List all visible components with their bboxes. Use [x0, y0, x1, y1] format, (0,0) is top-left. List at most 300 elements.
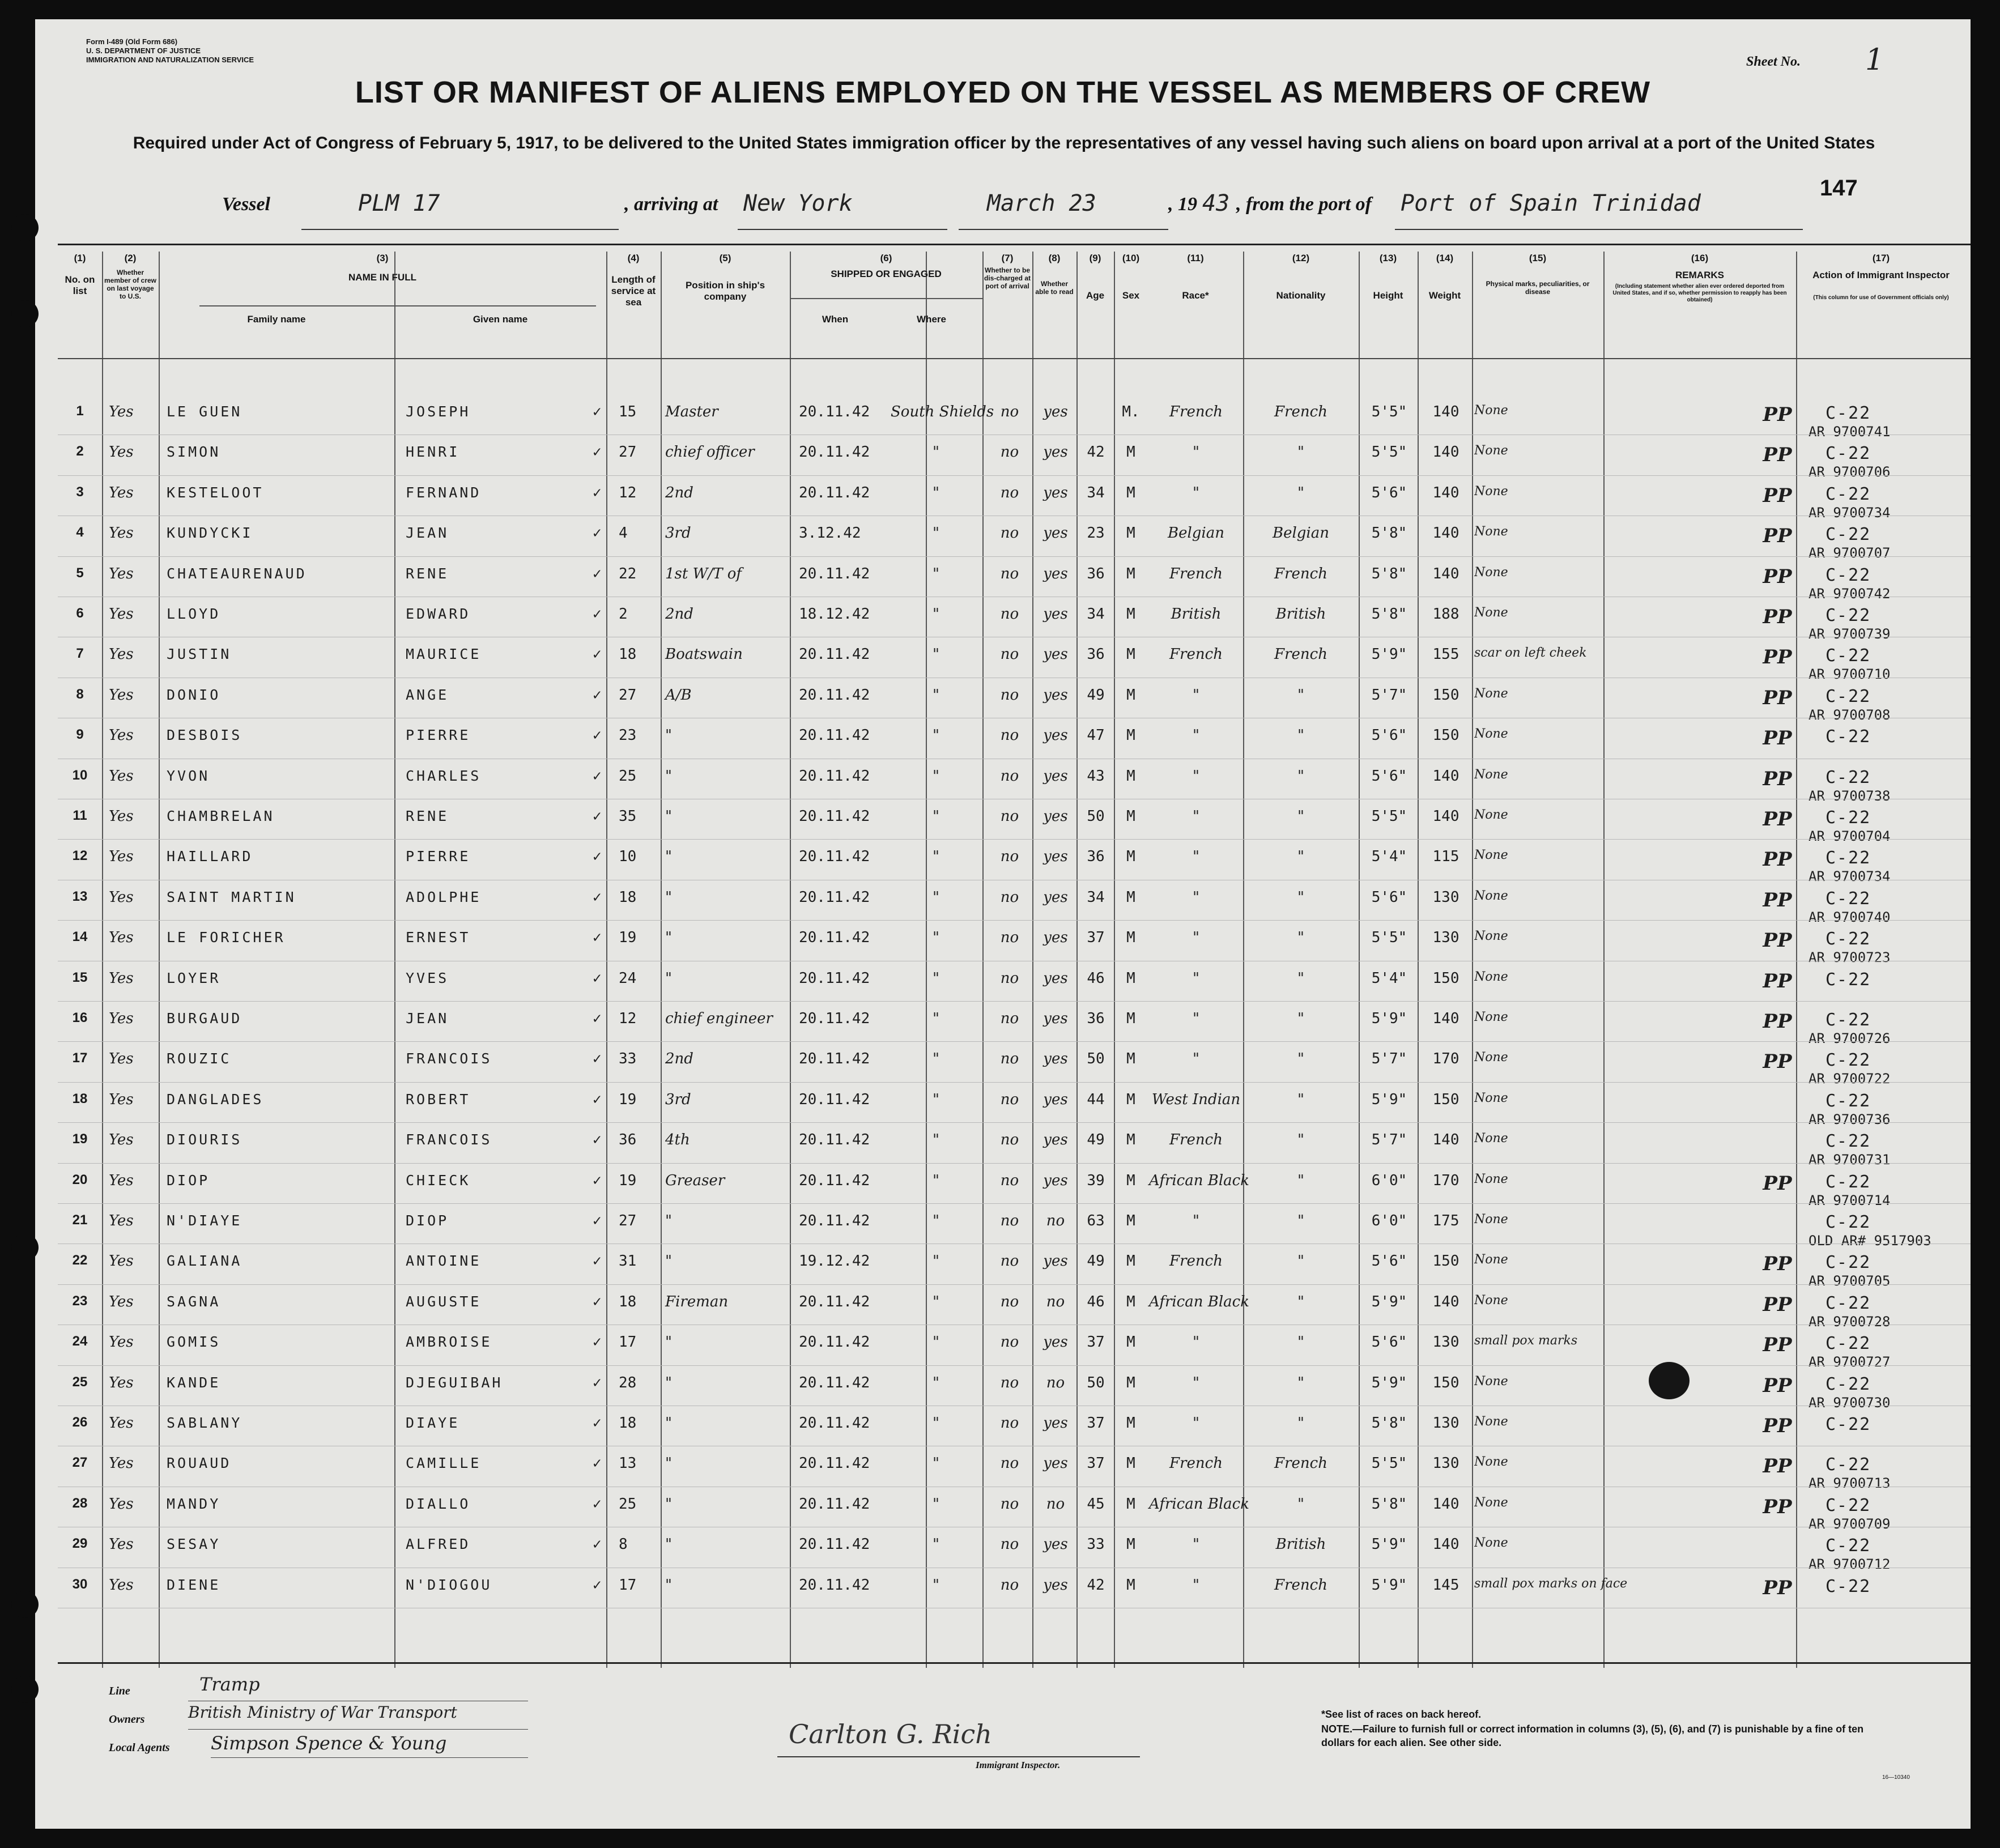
arriving-label: , arriving at	[624, 194, 718, 215]
cell-weight: 150	[1432, 727, 1459, 744]
cell-alien-registration: AR 9700722	[1808, 1071, 1891, 1087]
cell-age: 42	[1087, 1576, 1105, 1594]
cell-family: BURGAUD	[167, 1010, 242, 1027]
cell-prior: Yes	[109, 1495, 134, 1513]
cell-when: 20.11.42	[799, 646, 870, 663]
cell-age: 50	[1087, 808, 1105, 825]
cell-service: 13	[619, 1455, 637, 1472]
cell-nat: "	[1297, 1091, 1304, 1108]
cell-read: yes	[1043, 1050, 1068, 1068]
cell-height: 5'6"	[1371, 767, 1407, 785]
cell-read: yes	[1043, 1536, 1068, 1553]
table-row	[35, 679, 1971, 723]
cell-when: 20.11.42	[799, 969, 870, 987]
cell-given: ANTOINE	[406, 1253, 482, 1270]
cell-nat: "	[1297, 808, 1304, 825]
cell-alien-registration: AR 9700712	[1808, 1556, 1891, 1573]
cell-where: "	[933, 969, 939, 987]
cell-sex: M	[1126, 808, 1135, 825]
cell-prior: Yes	[109, 929, 134, 947]
cell-marks: None	[1474, 484, 1508, 499]
inspector-signature: Carlton G. Rich	[789, 1719, 992, 1749]
cell-check: ✓	[593, 484, 602, 501]
cell-position: 1st W/T of	[665, 565, 742, 582]
cell-action: PP	[1763, 1010, 1792, 1033]
header-height: Height	[1373, 290, 1403, 301]
cell-prior: Yes	[109, 444, 134, 461]
table-row	[35, 921, 1971, 966]
cell-weight: 188	[1432, 606, 1459, 623]
cell-where: "	[933, 1253, 939, 1270]
cell-alien-registration: AR 9700708	[1808, 706, 1891, 723]
cell-race: "	[1193, 808, 1199, 825]
cell-service: 23	[619, 727, 637, 744]
cell-height: 5'8"	[1371, 565, 1407, 582]
cell-service: 27	[619, 1212, 637, 1229]
cell-age: 39	[1087, 1172, 1105, 1189]
cell-inspect: C-22	[1825, 969, 1871, 990]
cell-alien-registration: AR 9700726	[1808, 1031, 1891, 1046]
col-number: (16)	[1691, 253, 1709, 263]
cell-family: N'DIAYE	[167, 1212, 242, 1229]
cell-marks: small pox marks	[1474, 1334, 1578, 1348]
cell-given: N'DIOGOU	[406, 1576, 492, 1593]
table-row	[35, 1407, 1971, 1447]
cell-when: 20.11.42	[799, 686, 870, 704]
cell-service: 18	[619, 646, 637, 663]
punch-hole	[11, 1676, 39, 1703]
cell-no: 15	[72, 969, 88, 985]
cell-marks: None	[1474, 1172, 1508, 1186]
cell-where: "	[933, 1050, 939, 1068]
cell-no: 25	[72, 1374, 88, 1390]
cell-weight: 150	[1432, 686, 1459, 704]
cell-check: ✓	[593, 646, 602, 663]
cell-inspect: C-22	[1825, 403, 1871, 423]
cell-alien-registration: AR 9700707	[1808, 545, 1891, 561]
cell-no: 11	[73, 808, 87, 823]
cell-where: "	[933, 1172, 939, 1189]
cell-sex: M	[1126, 1091, 1135, 1108]
cell-age: 46	[1087, 969, 1105, 987]
cell-race: French	[1169, 1253, 1223, 1270]
cell-family: SIMON	[167, 444, 221, 461]
cell-read: yes	[1043, 1172, 1068, 1189]
cell-nat: British	[1275, 606, 1326, 623]
cell-sex: M	[1126, 848, 1135, 866]
cell-action: PP	[1763, 1415, 1792, 1437]
cell-race: French	[1169, 1455, 1223, 1472]
cell-read: yes	[1043, 1334, 1068, 1351]
cell-check: ✓	[593, 1334, 602, 1351]
cell-when: 19.12.42	[799, 1253, 870, 1270]
table-row	[35, 1204, 1971, 1249]
cell-family: DONIO	[167, 686, 221, 703]
cell-position: 2nd	[665, 606, 693, 623]
cell-position: "	[665, 888, 672, 906]
cell-position: "	[665, 1253, 672, 1270]
year-prefix: , 19	[1168, 194, 1197, 215]
cell-weight: 140	[1432, 525, 1459, 542]
cell-inspect: C-22	[1825, 1253, 1871, 1273]
cell-height: 6'0"	[1371, 1212, 1407, 1229]
cell-age: 37	[1087, 929, 1105, 947]
cell-no: 1	[76, 403, 84, 419]
cell-prior: Yes	[109, 1091, 134, 1108]
cell-family: ROUZIC	[167, 1050, 232, 1067]
cell-no: 8	[76, 686, 84, 702]
cell-age: 36	[1087, 646, 1105, 663]
header-position: Position in ship's company	[685, 280, 765, 302]
cell-service: 31	[619, 1253, 637, 1270]
cell-disch: no	[1000, 1415, 1019, 1432]
cell-when: 20.11.42	[799, 444, 870, 461]
cell-action: PP	[1763, 1334, 1792, 1357]
cell-weight: 150	[1432, 1253, 1459, 1270]
cell-inspect: C-22	[1825, 727, 1871, 747]
cell-race: French	[1169, 403, 1223, 420]
cell-service: 19	[619, 1172, 637, 1189]
cell-where: "	[933, 1293, 939, 1310]
table-row	[35, 436, 1971, 480]
cell-when: 20.11.42	[799, 1576, 870, 1594]
cell-disch: no	[1000, 969, 1019, 987]
cell-prior: Yes	[109, 1415, 134, 1432]
cell-marks: None	[1474, 727, 1508, 742]
cell-read: yes	[1043, 1253, 1068, 1270]
cell-position: 4th	[665, 1131, 690, 1149]
cell-disch: no	[1000, 646, 1019, 663]
cell-weight: 140	[1432, 808, 1459, 825]
cell-nat: "	[1297, 1293, 1304, 1310]
cell-read: yes	[1043, 1576, 1068, 1594]
cell-weight: 140	[1432, 444, 1459, 461]
cell-inspect: C-22	[1825, 1091, 1871, 1111]
cell-given: FRANCOIS	[406, 1050, 492, 1067]
cell-no: 21	[72, 1212, 88, 1228]
cell-when: 20.11.42	[799, 1455, 870, 1472]
cell-inspect: C-22	[1825, 686, 1871, 706]
cell-age: 49	[1087, 1253, 1105, 1270]
cell-alien-registration: AR 9700742	[1808, 585, 1891, 602]
cell-nat: "	[1297, 1172, 1304, 1189]
cell-action: PP	[1763, 444, 1792, 467]
cell-given: ANGE	[406, 686, 449, 703]
cell-action: PP	[1763, 1495, 1792, 1518]
cell-family: DIOURIS	[167, 1131, 242, 1148]
cell-check: ✓	[593, 1253, 602, 1270]
cell-weight: 130	[1432, 1455, 1459, 1472]
cell-prior: Yes	[109, 1212, 134, 1229]
header-name-in-full: NAME IN FULL	[348, 272, 416, 283]
cell-prior: Yes	[109, 1253, 134, 1270]
cell-disch: no	[1000, 1374, 1019, 1391]
cell-position: "	[665, 1415, 672, 1432]
cell-action: PP	[1763, 525, 1792, 548]
cell-sex: M	[1126, 686, 1135, 704]
cell-inspect: C-22	[1825, 1131, 1871, 1152]
cell-where: "	[933, 1415, 939, 1432]
cell-height: 5'9"	[1371, 1536, 1407, 1553]
table-row	[35, 1002, 1971, 1046]
cell-inspect: C-22	[1825, 1415, 1871, 1434]
cell-sex: M.	[1122, 403, 1140, 420]
cell-sex: M	[1126, 1172, 1135, 1189]
cell-alien-registration: AR 9700738	[1808, 787, 1891, 804]
cell-service: 15	[619, 403, 637, 420]
cell-read: yes	[1043, 484, 1068, 501]
cell-where: "	[933, 606, 939, 623]
cell-nat: "	[1297, 1050, 1304, 1068]
cell-sex: M	[1126, 525, 1135, 542]
cell-sex: M	[1126, 1253, 1135, 1270]
cell-age: 37	[1087, 1415, 1105, 1432]
cell-nat: "	[1297, 888, 1304, 906]
cell-check: ✓	[593, 525, 602, 542]
cell-weight: 140	[1432, 1010, 1459, 1027]
cell-age: 44	[1087, 1091, 1105, 1108]
col-number: (10)	[1122, 253, 1140, 263]
cell-inspect: C-22	[1825, 565, 1871, 585]
cell-service: 17	[619, 1576, 637, 1594]
col-number: (2)	[124, 253, 137, 263]
cell-family: LE GUEN	[167, 403, 242, 420]
cell-disch: no	[1000, 1050, 1019, 1068]
cell-weight: 140	[1432, 484, 1459, 501]
punch-hole	[11, 300, 39, 327]
cell-nat: French	[1274, 1455, 1327, 1472]
cell-marks: None	[1474, 403, 1508, 418]
cell-sex: M	[1126, 1415, 1135, 1432]
table-row	[35, 1285, 1971, 1330]
cell-when: 20.11.42	[799, 1374, 870, 1391]
cell-where: "	[933, 1010, 939, 1027]
cell-weight: 140	[1432, 1131, 1459, 1149]
cell-height: 5'6"	[1371, 1334, 1407, 1351]
cell-prior: Yes	[109, 1455, 134, 1472]
cell-check: ✓	[593, 888, 602, 906]
cell-where: "	[933, 1212, 939, 1229]
shipped-header-rule	[790, 298, 982, 299]
cell-prior: Yes	[109, 525, 134, 542]
cell-disch: no	[1000, 1010, 1019, 1027]
cell-family: ROUAUD	[167, 1455, 232, 1472]
cell-read: no	[1046, 1374, 1065, 1391]
cell-action: PP	[1763, 727, 1792, 750]
row-rule	[58, 1203, 1971, 1204]
cell-when: 20.11.42	[799, 888, 870, 906]
punch-hole	[11, 1591, 39, 1618]
cell-alien-registration: AR 9700734	[1808, 504, 1891, 521]
cell-no: 12	[72, 848, 88, 864]
header-physical-marks: Physical marks, peculiarities, or disease	[1486, 280, 1590, 296]
cell-height: 5'6"	[1371, 1253, 1407, 1270]
cell-where: "	[933, 1455, 939, 1472]
row-rule	[58, 1163, 1971, 1164]
cell-family: GOMIS	[167, 1334, 221, 1351]
cell-weight: 175	[1432, 1212, 1459, 1229]
races-note: *See list of races on back hereof.	[1321, 1709, 1482, 1720]
table-row	[35, 638, 1971, 683]
cell-marks: None	[1474, 1131, 1508, 1146]
cell-read: yes	[1043, 1415, 1068, 1432]
cell-when: 20.11.42	[799, 808, 870, 825]
cell-disch: no	[1000, 727, 1019, 744]
cell-family: DANGLADES	[167, 1091, 264, 1108]
cell-action: PP	[1763, 403, 1792, 426]
cell-alien-registration: AR 9700710	[1808, 666, 1891, 683]
cell-disch: no	[1000, 767, 1019, 785]
cell-position: 3rd	[665, 525, 691, 542]
cell-prior: Yes	[109, 1131, 134, 1149]
col-number: (17)	[1872, 253, 1890, 263]
cell-height: 5'8"	[1371, 1415, 1407, 1432]
cell-given: RENE	[406, 565, 449, 582]
cell-service: 22	[619, 565, 637, 582]
cell-when: 20.11.42	[799, 1415, 870, 1432]
cell-nat: "	[1297, 1415, 1304, 1432]
cell-race: African Black	[1149, 1495, 1249, 1513]
cell-marks: None	[1474, 808, 1508, 822]
cell-age: 50	[1087, 1050, 1105, 1068]
cell-prior: Yes	[109, 686, 134, 704]
vessel-underline	[301, 199, 619, 230]
cell-service: 10	[619, 848, 637, 866]
cell-height: 5'9"	[1371, 1576, 1407, 1594]
cell-race: "	[1193, 444, 1199, 461]
cell-height: 5'9"	[1371, 1010, 1407, 1027]
cell-when: 20.11.42	[799, 484, 870, 501]
cell-sex: M	[1126, 565, 1135, 582]
cell-action: PP	[1763, 1050, 1792, 1074]
cell-position: "	[665, 1495, 672, 1513]
cell-weight: 130	[1432, 1334, 1459, 1351]
header-remarks-note: (Including statement whether alien ever ordered deported from United States, and if so, whether permission to reapply has been obtained)	[1612, 283, 1787, 303]
cell-service: 4	[619, 525, 628, 542]
col-number: (9)	[1089, 253, 1101, 263]
cell-no: 28	[72, 1495, 88, 1511]
cell-given: JOSEPH	[406, 403, 471, 420]
cell-disch: no	[1000, 444, 1019, 461]
cell-position: "	[665, 929, 672, 947]
cell-inspect: C-22	[1825, 444, 1871, 464]
cell-read: yes	[1043, 1455, 1068, 1472]
cell-given: EDWARD	[406, 606, 471, 622]
cell-family: KESTELOOT	[167, 484, 264, 501]
header-action-note: (This column for use of Government officials only)	[1813, 295, 1949, 301]
cell-race: "	[1193, 1212, 1199, 1229]
cell-position: "	[665, 1374, 672, 1391]
cell-no: 19	[72, 1131, 88, 1147]
sheet-number-label: Sheet No.	[1746, 54, 1801, 69]
cell-weight: 115	[1432, 848, 1459, 866]
cell-disch: no	[1000, 484, 1019, 501]
arrival-date: March 23	[987, 190, 1096, 216]
cell-action: PP	[1763, 484, 1792, 507]
cell-race: "	[1193, 1536, 1199, 1553]
department-name: U. S. DEPARTMENT OF JUSTICE	[86, 46, 201, 55]
cell-family: DESBOIS	[167, 727, 242, 744]
cell-where: South Shields	[891, 403, 994, 420]
cell-service: 28	[619, 1374, 637, 1391]
cell-marks: None	[1474, 525, 1508, 539]
cell-no: 29	[72, 1536, 88, 1552]
cell-action: PP	[1763, 1576, 1792, 1599]
cell-age: 23	[1087, 525, 1105, 542]
cell-inspect: C-22	[1825, 646, 1871, 666]
cell-when: 20.11.42	[799, 1050, 870, 1068]
cell-action: PP	[1763, 686, 1792, 709]
cell-height: 5'7"	[1371, 1131, 1407, 1149]
cell-when: 20.11.42	[799, 848, 870, 866]
cell-when: 20.11.42	[799, 1495, 870, 1513]
cell-sex: M	[1126, 767, 1135, 785]
cell-race: French	[1169, 565, 1223, 582]
cell-weight: 140	[1432, 1293, 1459, 1310]
cell-family: KUNDYCKI	[167, 525, 253, 542]
cell-race: "	[1193, 1010, 1199, 1027]
cell-action: PP	[1763, 848, 1792, 871]
cell-position: "	[665, 808, 672, 825]
cell-family: HAILLARD	[167, 848, 253, 865]
cell-given: ADOLPHE	[406, 888, 482, 905]
owners-value: British Ministry of War Transport	[188, 1703, 457, 1722]
ink-stain	[1649, 1362, 1690, 1399]
form-identifier	[86, 37, 254, 65]
table-row	[35, 1528, 1971, 1573]
cell-family: LOYER	[167, 969, 221, 986]
cell-read: yes	[1043, 1131, 1068, 1149]
cell-action: PP	[1763, 808, 1792, 831]
cell-inspect: C-22	[1825, 848, 1871, 868]
cell-read: yes	[1043, 929, 1068, 947]
cell-prior: Yes	[109, 1172, 134, 1189]
cell-family: SESAY	[167, 1536, 221, 1553]
cell-when: 20.11.42	[799, 1334, 870, 1351]
cell-weight: 170	[1432, 1050, 1459, 1068]
cell-sex: M	[1126, 606, 1135, 623]
table-row	[35, 1042, 1971, 1087]
cell-race: West Indian	[1151, 1091, 1241, 1108]
header-family-name: Family name	[247, 314, 306, 325]
cell-prior: Yes	[109, 1536, 134, 1553]
cell-age: 37	[1087, 1334, 1105, 1351]
cell-no: 18	[72, 1091, 88, 1106]
cell-alien-registration: AR 9700705	[1808, 1273, 1891, 1289]
row-rule	[58, 1041, 1971, 1042]
cell-weight: 150	[1432, 1091, 1459, 1108]
cell-position: 2nd	[665, 484, 693, 501]
cell-height: 5'7"	[1371, 686, 1407, 704]
table-row	[35, 840, 1971, 885]
cell-given: FERNAND	[406, 484, 482, 501]
cell-nat: "	[1297, 1374, 1304, 1391]
arrival-year: 43	[1202, 190, 1230, 216]
signature-rule	[777, 1756, 1140, 1757]
cell-read: yes	[1043, 767, 1068, 785]
cell-alien-registration: AR 9700713	[1808, 1475, 1891, 1492]
cell-alien-registration: AR 9700714	[1808, 1192, 1891, 1208]
cell-check: ✓	[593, 727, 602, 744]
cell-alien-registration: AR 9700739	[1808, 626, 1891, 642]
cell-action: PP	[1763, 565, 1792, 588]
cell-sex: M	[1126, 1212, 1135, 1229]
cell-when: 20.11.42	[799, 727, 870, 744]
cell-weight: 155	[1432, 646, 1459, 663]
cell-check: ✓	[593, 686, 602, 704]
cell-when: 20.11.42	[799, 1131, 870, 1149]
cell-alien-registration: OLD AR# 9517903	[1808, 1233, 1931, 1249]
